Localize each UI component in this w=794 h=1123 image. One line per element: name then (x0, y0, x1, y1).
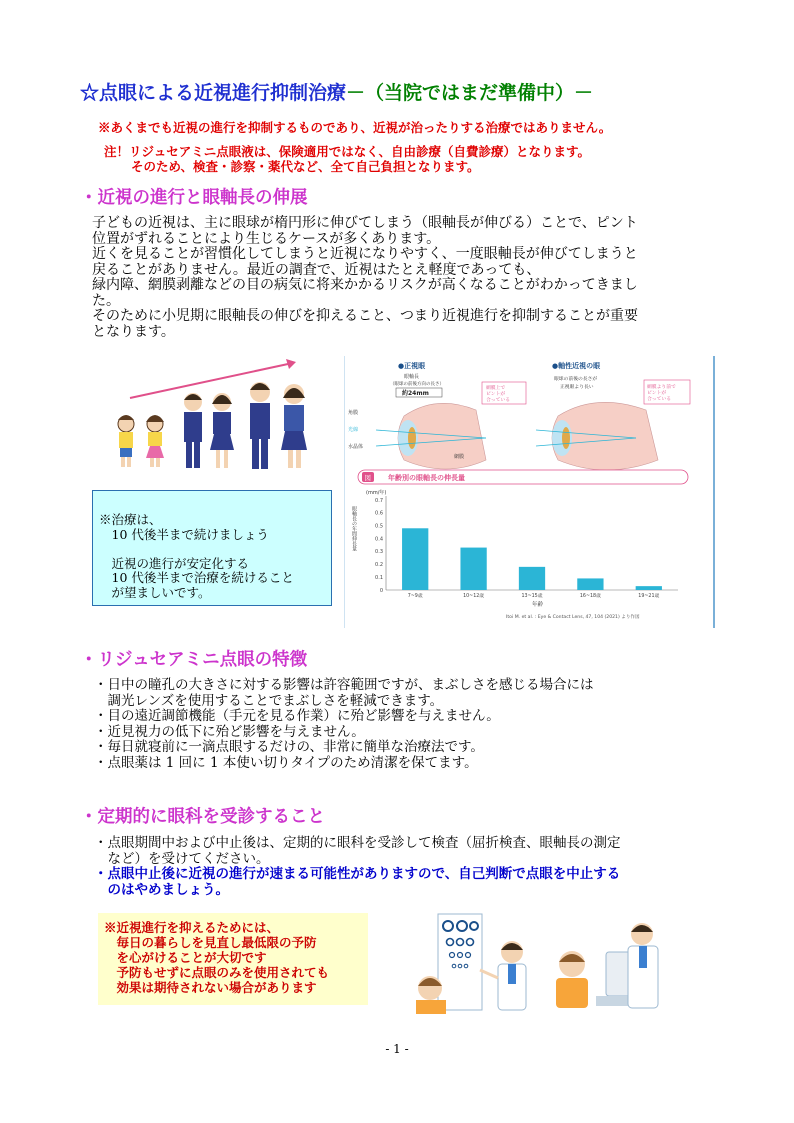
body-line: た。 (92, 292, 120, 309)
list-item-warning: ・点眼中止後に近視の進行が速まる可能性がありますので、自己判断で点眼を中止する (94, 866, 621, 882)
page-title (80, 78, 593, 105)
normal-eye-diagram (376, 403, 486, 469)
chart-title: 年齢別の眼軸長の伸長量 (388, 474, 465, 482)
doctor-figure (480, 941, 526, 1010)
myopia-desc-1: 眼球の前後の長さが (554, 377, 598, 382)
disclaimer-note: ※あくまでも近視の進行を抑制するものであり、近視が治ったりする治療ではありません。 (98, 120, 612, 135)
list-item: ・目の遠近調節機能（手元を見る作業）に殆ど影響を与えません。 (94, 708, 500, 724)
note-line: 10 代後半まで治療を続けること (99, 570, 294, 585)
list-item: ・近見視力の低下に殆ど影響を与えません。 (94, 723, 365, 740)
note-line: ※近視進行を抑えるためには、 (104, 920, 280, 935)
x-tick-label: 13~15歳 (521, 594, 543, 599)
chart-bar (519, 567, 545, 590)
title-star: ☆ (80, 82, 100, 104)
eye-chart (438, 914, 482, 1010)
y-tick-label: 0.6 (375, 510, 383, 517)
checkup-list (94, 836, 621, 898)
note-line: 毎日の暮らしを見直し最低限の予防 (104, 935, 317, 950)
body-line: 緑内障、網膜剥離などの目の病気に将来かかるリスクが高くなることがわかってきまし (92, 277, 638, 293)
section-heading-myopia: ・近視の進行と眼軸長の伸展 (80, 188, 308, 208)
x-tick-label: 19~21歳 (638, 594, 660, 599)
note-line: 予防もせずに点眼のみを使用されても (104, 965, 330, 980)
body-line: 位置がずれることにより生じるケースが多くあります。 (92, 230, 441, 247)
x-tick-label: 7~9歳 (407, 594, 423, 599)
note-line: が望ましいです。 (99, 584, 211, 600)
normal-eye-label: ●正視眼 (398, 362, 426, 370)
child-figure (146, 415, 164, 467)
note-line (99, 542, 325, 557)
y-tick-label: 0.2 (375, 562, 383, 569)
bar-chart (375, 496, 678, 599)
title-status: －（当院ではまだ準備中）－ (346, 82, 594, 104)
normal-axial-desc: （眼球の前後方向の長さ） (390, 382, 444, 387)
body-line: 近くを見ることが習慣化してしまうと近視になりやすく、一度眼軸長が伸びてしまうと (92, 246, 638, 262)
chart-bar (402, 528, 428, 590)
note-line: 10 代後半まで続けましょう (99, 526, 269, 542)
child-patient-figure (556, 951, 588, 1008)
treatment-duration-note (92, 490, 332, 606)
body-line: となります。 (92, 323, 175, 340)
section-heading-checkup: ・定期的に眼科を受診すること (80, 807, 325, 827)
children-growth-illustration (100, 358, 340, 478)
student-figure (250, 382, 270, 469)
self-pay-note-2: そのため、検査・診察・薬代など、全て自己負担となります。 (131, 159, 480, 174)
y-tick-label: 0.4 (375, 536, 383, 543)
chart-bar (460, 548, 486, 590)
y-tick-label: 0 (379, 587, 383, 594)
chart-x-label: 年齢 (532, 602, 544, 608)
myopic-eye-diagram (536, 402, 658, 470)
y-tick-label: 0.1 (375, 574, 383, 581)
note-line: ※治療は、 (99, 512, 162, 527)
chart-bar (636, 586, 662, 590)
chart-figure-icon: 図 (364, 474, 371, 482)
list-item: ・毎日就寝前に一滴点眼するだけの、非常に簡単な治療法です。 (94, 739, 484, 755)
label-cornea: 角膜 (348, 410, 359, 416)
label-retina: 網膜 (454, 454, 465, 460)
myopia-focus-note: 網膜より前でピントが合っている (647, 385, 676, 402)
label-light: 光線 (348, 427, 359, 433)
section-heading-features: ・リジュセアミニ点眼の特徴 (80, 650, 308, 670)
eye-exam-illustration (410, 912, 674, 1016)
list-item: ・日中の瞳孔の大きさに対する影響は許容範囲ですが、まぶしさを感じる場合には (94, 677, 594, 693)
self-pay-note: 注！リジュセアミニ点眼液は、保険適用ではなく、自由診療（自費診療）となります。 (104, 144, 591, 159)
doctor-figure (628, 923, 658, 1008)
normal-focus-note: 網膜上でピントが合っている (486, 386, 510, 403)
child-figure (118, 415, 134, 467)
x-tick-label: 10~12歳 (463, 594, 485, 599)
eye-and-chart-figure (346, 356, 710, 628)
section1-body (92, 216, 638, 340)
note-line: を心がけることが大切です (104, 950, 267, 965)
chart-bar (577, 578, 603, 590)
normal-axial-length: 約24mm (402, 390, 429, 397)
student-figure (210, 393, 234, 468)
y-tick-label: 0.7 (375, 497, 383, 504)
student-figure (184, 393, 202, 468)
list-item: 調光レンズを使用することでまぶしさを軽減できます。 (94, 692, 444, 709)
title-main: 点眼による近視進行抑制治療 (99, 82, 347, 104)
y-tick-label: 0.3 (375, 549, 383, 556)
chart-source: Itoi M. et al. : Eye & Contact Lens, 47, 104 (2021) より作図 (506, 615, 640, 620)
prevention-note (98, 913, 368, 1005)
features-list (94, 678, 594, 771)
body-line: 戻ることがありません。最近の調査で、近視はたとえ軽度であっても、 (92, 261, 541, 278)
myopia-eye-label: ●軸性近視の眼 (552, 362, 601, 370)
student-figure (281, 384, 307, 468)
list-item-warning: のはやめましょう。 (94, 881, 229, 898)
y-tick-label: 0.5 (375, 523, 383, 530)
x-tick-label: 16~18歳 (579, 594, 601, 599)
page-number: - 1 - (385, 1042, 409, 1056)
body-line: そのために小児期に眼軸長の伸びを抑えること、つまり近視進行を抑制することが重要 (92, 308, 638, 324)
chart-y-label: 眼軸長の年間伸長量 (351, 506, 357, 551)
note-line: 近視の進行が安定化する (99, 555, 250, 571)
list-item: ・点眼期間中および中止後は、定期的に眼科を受診して検査（屈折検査、眼軸長の測定 (94, 835, 621, 851)
normal-axial-label: 眼軸長 (404, 374, 420, 380)
chart-y-unit: (mm/年) (366, 490, 387, 496)
label-lens: 水晶体 (348, 444, 364, 450)
list-item: など）を受けてください。 (94, 850, 270, 867)
growth-arrow-head (286, 359, 296, 369)
note-line: 効果は期待されない場合があります (104, 980, 317, 995)
body-line: 子どもの近視は、主に眼球が楕円形に伸びてしまう（眼軸長が伸びる）ことで、ピント (92, 215, 638, 231)
myopia-desc-2: 正視眼より長い (560, 385, 594, 390)
list-item: ・点眼薬は 1 回に 1 本使い切りタイプのため清潔を保てます。 (94, 754, 478, 771)
